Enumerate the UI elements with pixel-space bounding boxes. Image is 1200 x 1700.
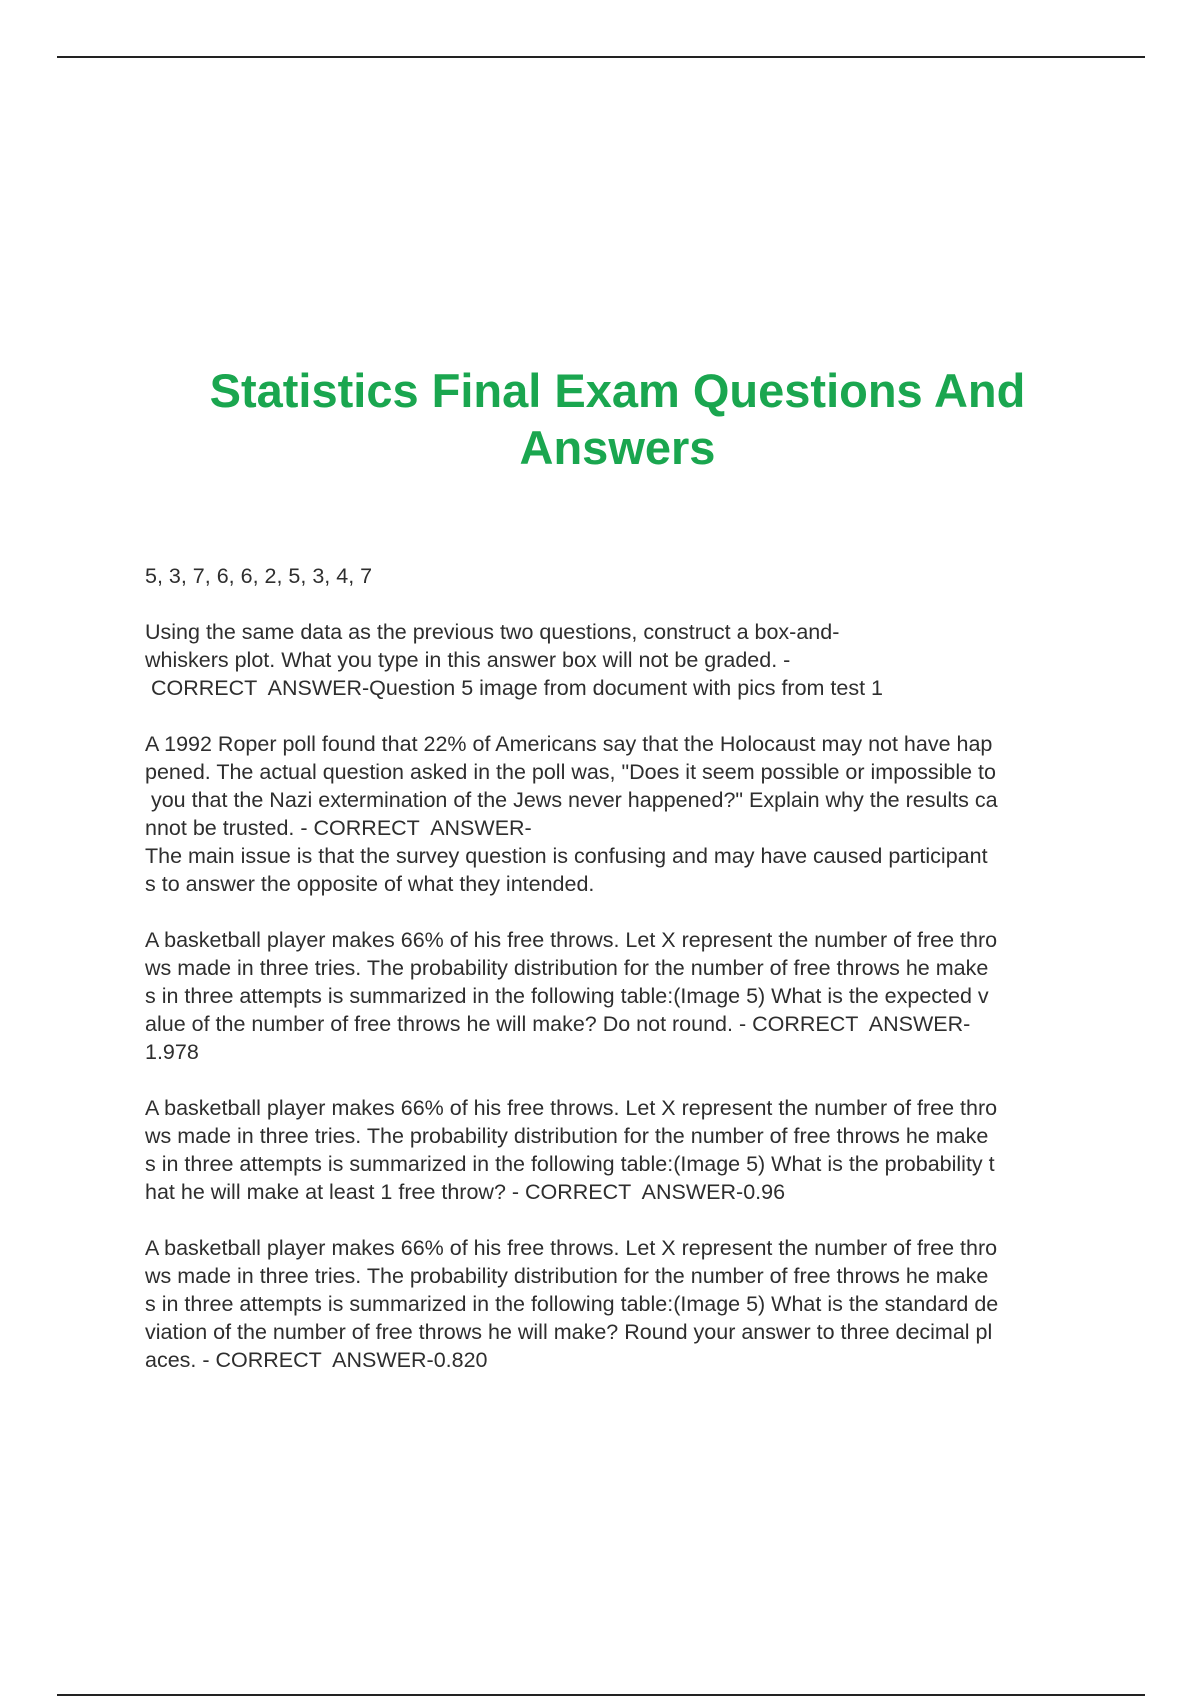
qa-item-standard-deviation	[145, 1234, 1095, 1374]
text-line: pened. The actual question asked in the poll was, "Does it seem possible or impossible to	[145, 760, 996, 784]
text-line: s in three attempts is summarized in the following table:(Image 5) What is the expected v	[145, 984, 989, 1008]
qa-item-expected-value	[145, 926, 1095, 1066]
text-line: A basketball player makes 66% of his free throws. Let X represent the number of free thro	[145, 1096, 998, 1120]
text-line: s in three attempts is summarized in the following table:(Image 5) What is the probability t	[145, 1152, 995, 1176]
text-line: A basketball player makes 66% of his free throws. Let X represent the number of free thro	[145, 1236, 998, 1260]
text-line: whiskers plot. What you type in this answer box will not be graded. -	[145, 648, 791, 672]
text-line: aces. - CORRECT ANSWER-0.820	[145, 1348, 488, 1372]
document-title	[120, 362, 1115, 476]
text-line: hat he will make at least 1 free throw? - CORRECT ANSWER-0.96	[145, 1180, 786, 1204]
data-values-block	[145, 562, 1095, 590]
qa-item-roper-poll	[145, 730, 1095, 898]
footer-rule	[57, 1694, 1145, 1696]
text-line: nnot be trusted. - CORRECT ANSWER-	[145, 816, 532, 840]
text-line: 1.978	[145, 1040, 199, 1064]
text-line: The main issue is that the survey question is confusing and may have caused participant	[145, 844, 988, 868]
qa-content	[145, 562, 1095, 1374]
text-line: Using the same data as the previous two questions, construct a box-and-	[145, 620, 840, 644]
text-line: ws made in three tries. The probability distribution for the number of free throws he make	[145, 1264, 989, 1288]
title-line: Statistics Final Exam Questions And	[209, 364, 1026, 417]
text-line: s in three attempts is summarized in the following table:(Image 5) What is the standard de	[145, 1292, 999, 1316]
header-rule	[57, 56, 1145, 58]
text-line: viation of the number of free throws he will make? Round your answer to three decimal pl	[145, 1320, 993, 1344]
text-line: 5, 3, 7, 6, 6, 2, 5, 3, 4, 7	[145, 564, 373, 588]
text-line: you that the Nazi extermination of the Jews never happened?" Explain why the results ca	[145, 788, 998, 812]
text-line: A basketball player makes 66% of his free throws. Let X represent the number of free thro	[145, 928, 998, 952]
text-line: ws made in three tries. The probability distribution for the number of free throws he make	[145, 956, 989, 980]
title-line: Answers	[519, 421, 716, 474]
text-line: s to answer the opposite of what they intended.	[145, 872, 595, 896]
text-line: A 1992 Roper poll found that 22% of Americans say that the Holocaust may not have hap	[145, 732, 993, 756]
text-line: CORRECT ANSWER-Question 5 image from document with pics from test 1	[145, 676, 884, 700]
text-line: alue of the number of free throws he will make? Do not round. - CORRECT ANSWER-	[145, 1012, 971, 1036]
text-line: ws made in three tries. The probability distribution for the number of free throws he make	[145, 1124, 989, 1148]
qa-item-probability	[145, 1094, 1095, 1206]
qa-item-box-plot	[145, 618, 1095, 702]
